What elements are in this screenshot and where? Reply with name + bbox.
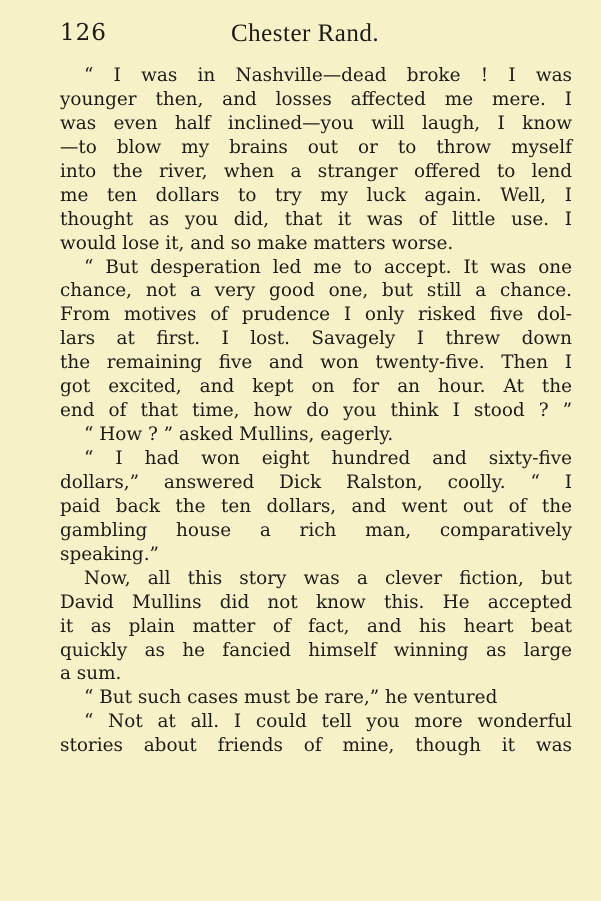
page-header (60, 18, 573, 54)
text-line: into the river, when a stranger offered to lend (60, 160, 572, 182)
text-line: younger then, and losses affected me mere. I (60, 88, 572, 110)
text-line: a sum. (60, 663, 122, 685)
running-title: Chester Rand. (231, 20, 380, 47)
text-line: speaking.” (60, 543, 159, 565)
text-line: dollars,” answered Dick Ralston, coolly. “ I (60, 471, 572, 493)
text-line: quickly as he fancied himself winning as large (60, 639, 572, 661)
text-line: stories about friends of mine, though it was (60, 735, 572, 757)
text-line: “ I was in Nashville—dead broke ! I was (84, 65, 572, 86)
text-line: “ But desperation led me to accept. It was one (84, 256, 572, 278)
text-line: paid back the ten dollars, and went out of the (60, 495, 572, 517)
text-line: Now, all this story was a clever fiction, but (84, 567, 572, 589)
text-line: “ I had won eight hundred and sixty-five (84, 448, 572, 469)
text-line: gambling house a rich man, comparatively (60, 519, 572, 541)
text-line: would lose it, and so make matters worse. (60, 232, 454, 254)
text-line: end of that time, how do you think I stood ? ” (60, 400, 572, 422)
text-line: was even half inclined—you will laugh, I know (60, 112, 572, 134)
text-line: chance, not a very good one, but still a chance. (60, 280, 572, 302)
text-line: David Mullins did not know this. He accepted (60, 591, 572, 613)
text-line: me ten dollars to try my luck again. Well, I (60, 184, 572, 206)
text-line: “ But such cases must be rare,” he ventured (84, 687, 498, 709)
text-line: got excited, and kept on for an hour. At the (60, 376, 572, 398)
page-number: 126 (60, 20, 107, 46)
text-line: thought as you did, that it was of little use. I (60, 208, 572, 230)
text-line: lars at first. I lost. Savagely I threw down (60, 328, 572, 350)
text-line: it as plain matter of fact, and his heart beat (60, 615, 572, 637)
text-line: “ Not at all. I could tell you more wonderful (84, 711, 572, 733)
text-line: the remaining five and won twenty-five. Then I (60, 352, 572, 374)
body-text (60, 64, 572, 758)
text-line: —to blow my brains out or to throw myself (60, 136, 572, 158)
text-line: From motives of prudence I only risked five dol- (60, 304, 572, 326)
text-line: “ How ? ” asked Mullins, eagerly. (84, 424, 394, 446)
